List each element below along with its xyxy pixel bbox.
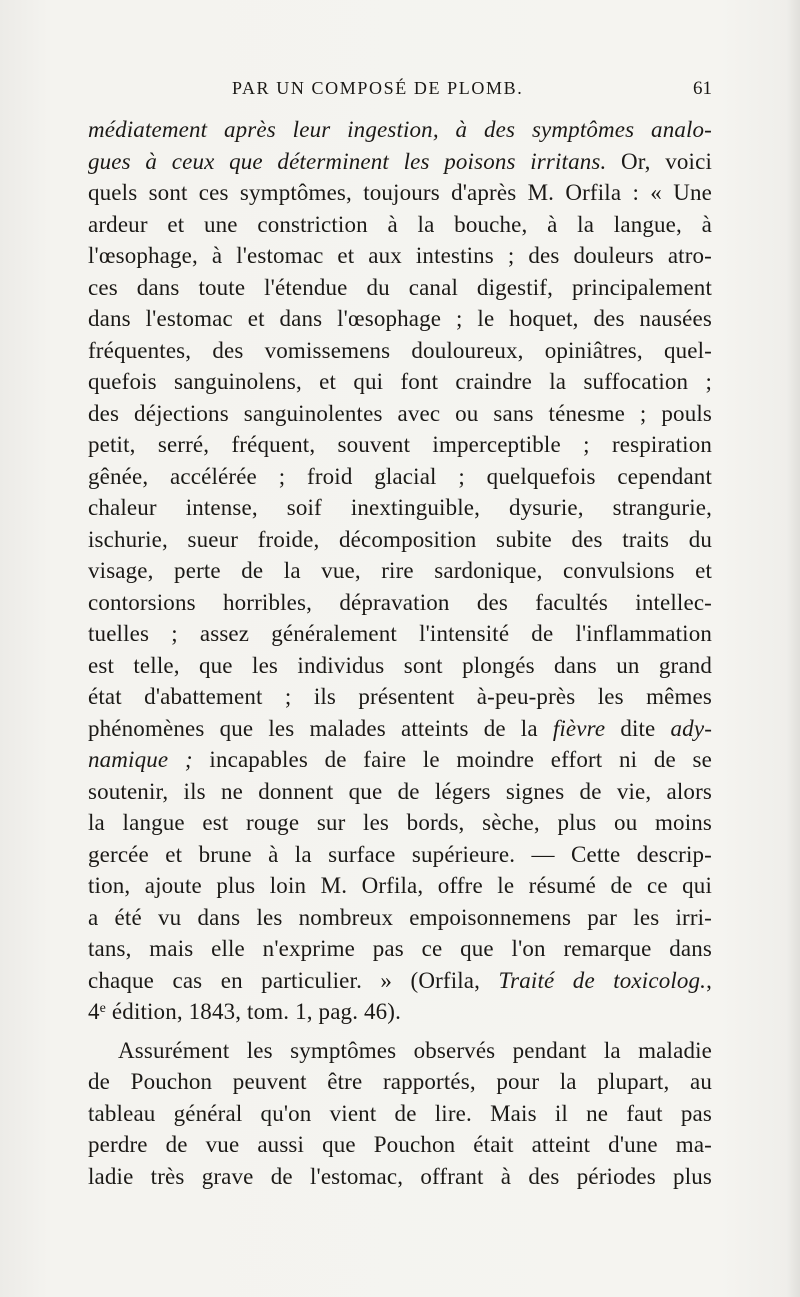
text-line: quefois sanguinolens, et qui font craindre la suffocation ; — [88, 369, 712, 394]
text-line: fréquentes, des vomissemens douloureux, opiniâtres, quel- — [88, 337, 712, 363]
text-line: petit, serré, fréquent, souvent imperceptible ; respiration — [88, 432, 712, 457]
text-line: ischurie, sueur froide, décomposition subite des traits du — [88, 526, 712, 552]
text-line: soutenir, ils ne donnent que de légers signes de vie, alors — [88, 778, 712, 804]
text-line: quels sont ces symptômes, toujours d'après M. Orfila : « Une — [88, 180, 712, 205]
running-head: PAR UN COMPOSÉ DE PLOMB. — [232, 78, 524, 98]
page-number: 61 — [693, 78, 712, 99]
text-line: 4e édition, 1843, tom. 1, pag. 46). — [88, 999, 402, 1024]
text-line: est telle, que les individus sont plongés dans un grand — [88, 652, 712, 678]
text-line: ladie très grave de l'estomac, offrant à des périodes plus — [88, 1163, 712, 1189]
text-line: gênée, accélérée ; froid glacial ; quelquefois cependant — [88, 463, 712, 489]
text-line: la langue est rouge sur les bords, sèche, plus ou moins — [88, 810, 712, 835]
text-line: ardeur et une constriction à la bouche, à la langue, à — [88, 211, 712, 237]
page-edge-shadow — [786, 0, 800, 1297]
text-line: a été vu dans les nombreux empoisonnemens par les irri- — [88, 904, 712, 930]
text-line: perdre de vue aussi que Pouchon était atteint d'une ma- — [88, 1132, 712, 1157]
text-line: chaleur intense, soif inextinguible, dysurie, strangurie, — [88, 495, 712, 520]
text-line: tableau général qu'on vient de lire. Mais il ne faut pas — [88, 1100, 712, 1126]
text-line: de Pouchon peuvent être rapportés, pour la plupart, au — [88, 1069, 712, 1094]
text-line: l'œsophage, à l'estomac et aux intestins ; des douleurs atro- — [88, 243, 712, 268]
text-line: tion, ajoute plus loin M. Orfila, offre le résumé de ce qui — [88, 873, 712, 898]
text-line: gues à ceux que déterminent les poisons irritans. Or, voici — [88, 148, 712, 174]
text-line: ces dans toute l'étendue du canal digestif, principalement — [88, 274, 712, 300]
paragraph-start-line: Assurément les symptômes observés pendant la maladie — [118, 1037, 712, 1063]
text-line: médiatement après leur ingestion, à des symptômes analo- — [88, 117, 712, 142]
text-line: tuelles ; assez généralement l'intensité de l'inflammation — [88, 621, 712, 646]
text-line: namique ; incapables de faire le moindre effort ni de se — [88, 747, 712, 772]
text-line: chaque cas en particulier. » (Orfila, Traité de toxicolog., — [88, 967, 712, 993]
body-text — [88, 114, 712, 1192]
text-line: gercée et brune à la surface supérieure. — Cette descrip- — [88, 841, 712, 867]
text-line: état d'abattement ; ils présentent à-peu-près les mêmes — [88, 684, 712, 709]
text-line: tans, mais elle n'exprime pas ce que l'on remarque dans — [88, 936, 712, 961]
text-line: visage, perte de la vue, rire sardonique, convulsions et — [88, 558, 712, 583]
text-line: phénomènes que les malades atteints de la fièvre dite ady- — [88, 715, 712, 741]
page-header — [88, 78, 712, 104]
text-line: des déjections sanguinolentes avec ou sans ténesme ; pouls — [88, 400, 712, 426]
text-line: contorsions horribles, dépravation des facultés intellec- — [88, 589, 712, 615]
text-line: dans l'estomac et dans l'œsophage ; le hoquet, des nausées — [88, 306, 712, 331]
